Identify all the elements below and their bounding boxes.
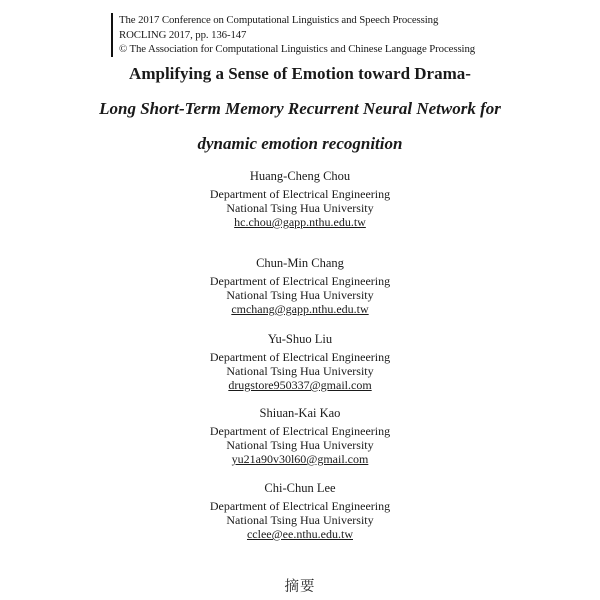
- author-block: [0, 331, 600, 392]
- author-name: Shiuan-Kai Kao: [259, 406, 341, 420]
- author-email-link[interactable]: cclee@ee.nthu.edu.tw: [246, 527, 353, 541]
- title-line-2: Long Short-Term Memory Recurrent Neural Network for: [99, 99, 501, 118]
- title-line-1: Amplifying a Sense of Emotion toward Drama-: [129, 64, 471, 83]
- author-block: [0, 255, 600, 316]
- author-department: Department of Electrical Engineering: [209, 499, 391, 513]
- proceedings-pages: ROCLING 2017, pp. 136-147: [119, 28, 247, 41]
- author-name: Huang-Cheng Chou: [249, 169, 351, 183]
- author-name: Chun-Min Chang: [256, 256, 344, 270]
- author-university: National Tsing Hua University: [226, 201, 374, 215]
- author-department: Department of Electrical Engineering: [209, 274, 391, 288]
- author-email-link[interactable]: drugstore950337@gmail.com: [228, 378, 372, 392]
- author-name: Chi-Chun Lee: [264, 481, 336, 495]
- abstract-heading: 摘要: [284, 579, 316, 595]
- author-university: National Tsing Hua University: [226, 438, 374, 452]
- author-name: Yu-Shuo Liu: [267, 332, 333, 346]
- author-university: National Tsing Hua University: [226, 288, 374, 302]
- author-university: National Tsing Hua University: [226, 364, 374, 378]
- author-university: National Tsing Hua University: [226, 513, 374, 527]
- author-department: Department of Electrical Engineering: [209, 187, 391, 201]
- conference-header: [111, 13, 475, 57]
- author-block: [0, 480, 600, 541]
- author-email-link[interactable]: cmchang@gapp.nthu.edu.tw: [231, 302, 369, 316]
- author-department: Department of Electrical Engineering: [209, 350, 391, 364]
- author-block: [0, 168, 600, 229]
- author-email-link[interactable]: hc.chou@gapp.nthu.edu.tw: [234, 215, 366, 229]
- author-department: Department of Electrical Engineering: [209, 424, 391, 438]
- author-email-link[interactable]: yu21a90v30l60@gmail.com: [231, 452, 369, 466]
- conference-name: The 2017 Conference on Computational Linguistics and Speech Processing: [119, 14, 439, 26]
- title-line-3: dynamic emotion recognition: [197, 134, 403, 153]
- copyright-line: © The Association for Computational Linguistics and Chinese Language Processing: [119, 43, 476, 55]
- paper-title: [0, 64, 600, 169]
- author-block: [0, 405, 600, 466]
